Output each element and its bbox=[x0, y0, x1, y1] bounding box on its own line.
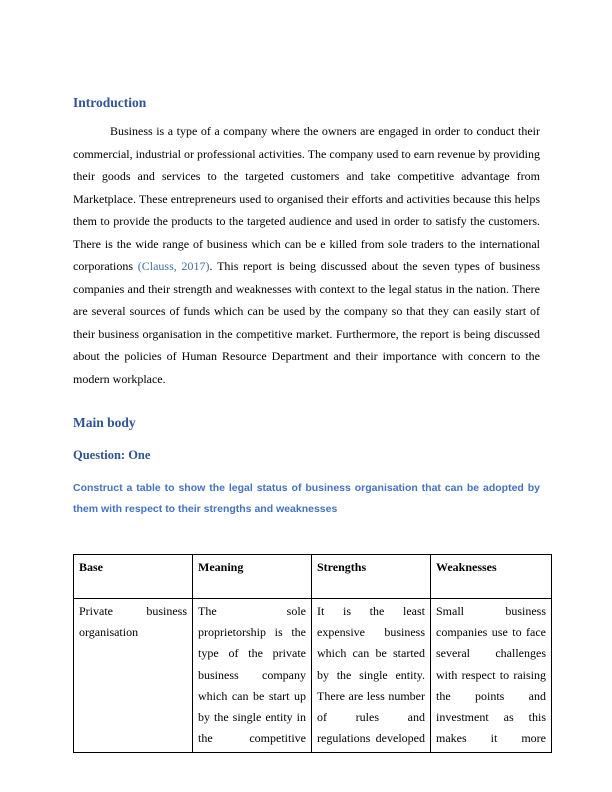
table-header-row bbox=[74, 555, 552, 599]
intro-text-after-citation: . This report is being discussed about the seven types of business companies and their strength and weaknesses with context to the legal status in the nation. There are several sources of funds which can be used by the company so that they can easily start of their business organisation in the competitive market. Furthermore, the report is being discussed about the policies of Human Resource Department and their importance with concern to the modern workplace. bbox=[73, 259, 540, 386]
heading-introduction: Introduction bbox=[73, 95, 147, 110]
column-header-base: Base bbox=[74, 555, 193, 599]
heading-question-one: Question: One bbox=[73, 448, 151, 462]
cell-weaknesses bbox=[431, 599, 552, 753]
heading-main-body: Main body bbox=[73, 415, 136, 430]
cell-base-text: Private business organisation bbox=[79, 604, 187, 640]
task-prompt-text: Construct a table to show the legal status of business organisation that can be adopted by them with respect to their strengths and weaknesses bbox=[73, 482, 540, 515]
cell-strengths bbox=[312, 599, 431, 753]
legal-status-table bbox=[73, 554, 552, 753]
cell-meaning-text: The sole proprietorship is the type of the private business company which can be start up by the single entity in the competitive bbox=[198, 604, 306, 746]
column-header-strengths: Strengths bbox=[312, 555, 431, 599]
citation-clauss-2017: (Clauss, 2017) bbox=[137, 259, 210, 273]
column-header-weaknesses: Weaknesses bbox=[431, 555, 552, 599]
cell-meaning bbox=[193, 599, 312, 753]
cell-strengths-text: It is the least expensive business which can be started by the single entity. There are less number of rules and regulations developed bbox=[317, 604, 425, 746]
intro-paragraph bbox=[73, 120, 540, 390]
intro-text-before-citation: Business is a type of a company where the owners are engaged in order to conduct their commercial, industrial or professional activities. The company used to earn revenue by providing their goods and services to the targeted customers and take competitive advantage from Marketplace. These entrepreneurs used to organised their efforts and activities because this helps them to provide the products to the targeted audience and used in order to satisfy the customers. There is the wide range of business which can be e killed from sole traders to the international corporations bbox=[73, 124, 540, 273]
table-row bbox=[74, 599, 552, 753]
cell-weaknesses-text: Small business companies use to face several challenges with respect to raising the points and investment as this makes it more bbox=[436, 604, 546, 746]
cell-base bbox=[74, 599, 193, 753]
column-header-meaning: Meaning bbox=[193, 555, 312, 599]
